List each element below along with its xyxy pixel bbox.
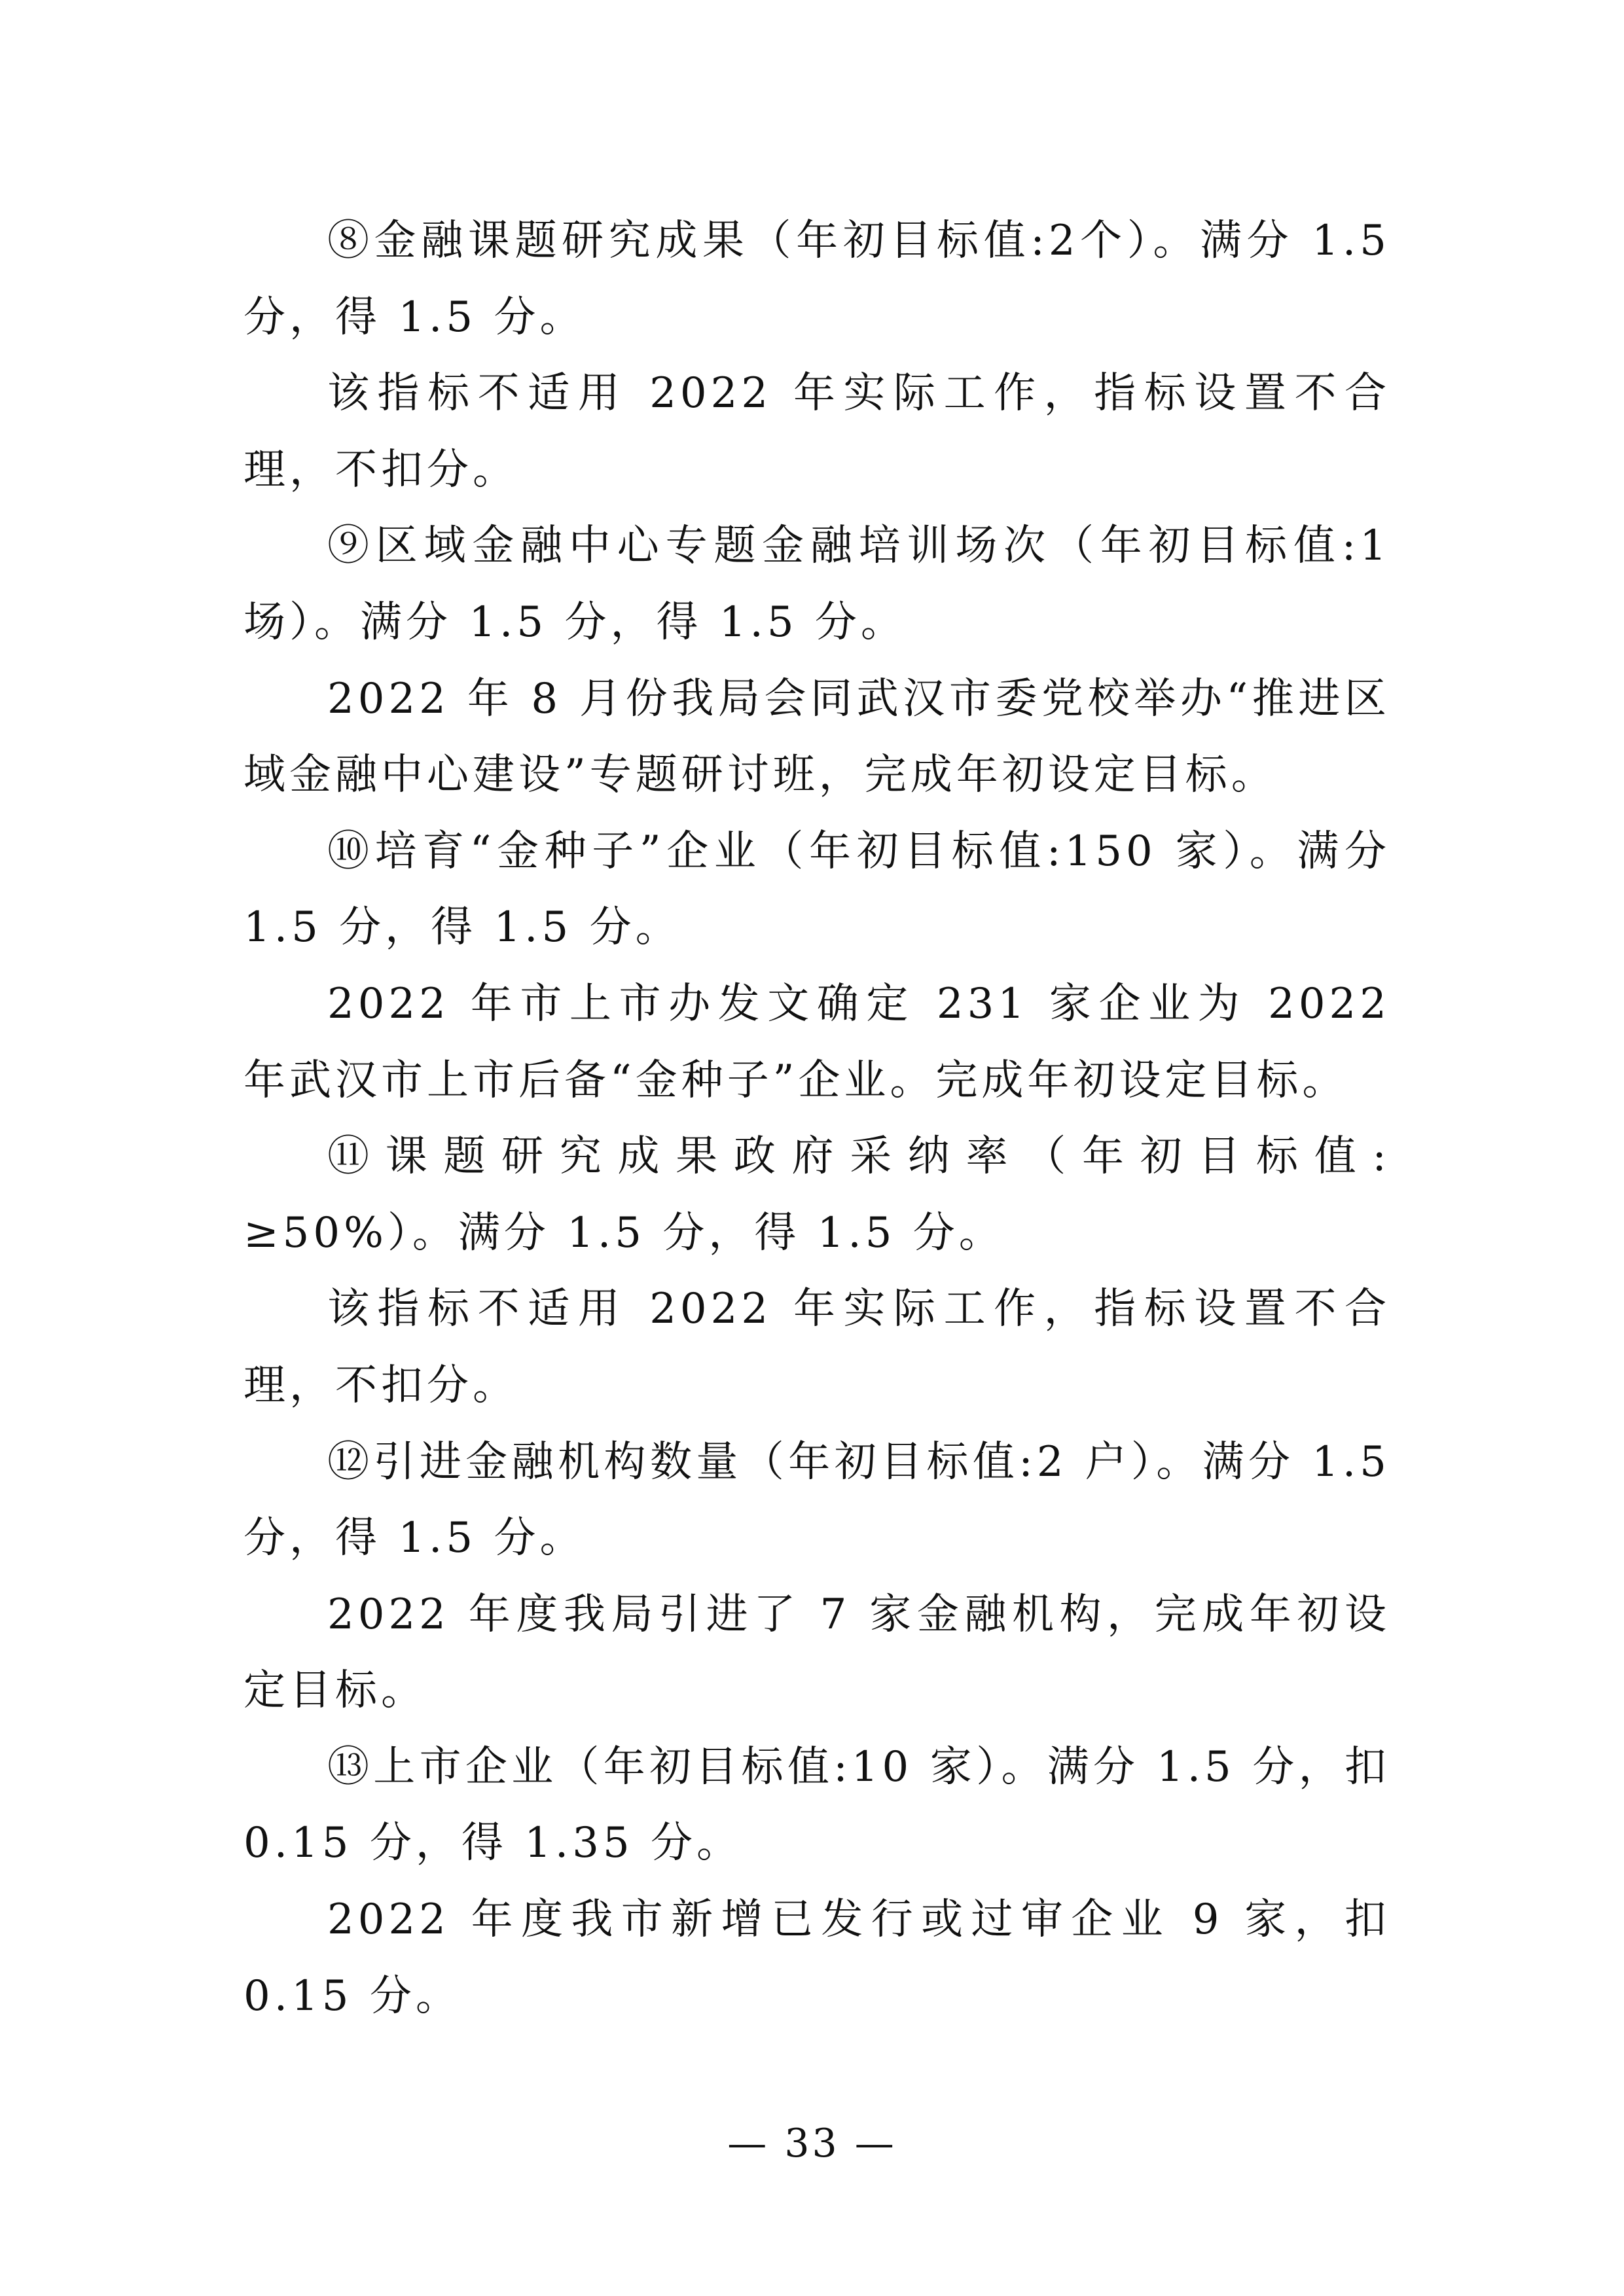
paragraph-indicator-11: ⑪课题研究成果政府采纳率（年初目标值: ≥50%）。满分 1.5 分，得 1.5 分。 <box>244 1132 1390 1257</box>
paragraph-indicator-9: ⑨区域金融中心专题金融培训场次（年初目标值:1 场）。满分 1.5 分，得 1.5 分。 <box>244 522 1390 647</box>
paragraph-indicator-13-note: 2022 年度我市新增已发行或过审企业 9 家，扣 0.15 分。 <box>244 1895 1390 2020</box>
paragraph-indicator-12-note: 2022 年度我局引进了 7 家金融机构，完成年初设定目标。 <box>244 1590 1390 1715</box>
paragraph-indicator-11-note: 该指标不适用 2022 年实际工作，指标设置不合理，不扣分。 <box>244 1285 1390 1410</box>
paragraph-indicator-8-note: 该指标不适用 2022 年实际工作，指标设置不合理，不扣分。 <box>244 369 1390 494</box>
paragraph-indicator-13: ⑬上市企业（年初目标值:10 家）。满分 1.5 分，扣 0.15 分，得 1.35 分。 <box>244 1742 1390 1868</box>
paragraph-indicator-10: ⑩培育“金种子”企业（年初目标值:150 家）。满分 1.5 分，得 1.5 分。 <box>244 827 1390 952</box>
document-body <box>244 203 1390 2034</box>
paragraph-indicator-9-note: 2022 年 8 月份我局会同武汉市委党校举办“推进区域金融中心建设”专题研讨班，完成年初设定目标。 <box>244 674 1390 800</box>
paragraph-indicator-12: ⑫引进金融机构数量（年初目标值:2 户）。满分 1.5 分，得 1.5 分。 <box>244 1437 1390 1563</box>
page-number: — 33 — <box>727 2121 897 2166</box>
paragraph-indicator-8: ⑧金融课题研究成果（年初目标值:2个）。满分 1.5 分，得 1.5 分。 <box>244 217 1390 342</box>
paragraph-indicator-10-note: 2022 年市上市办发文确定 231 家企业为 2022 年武汉市上市后备“金种子”企业。完成年初设定目标。 <box>244 979 1390 1105</box>
